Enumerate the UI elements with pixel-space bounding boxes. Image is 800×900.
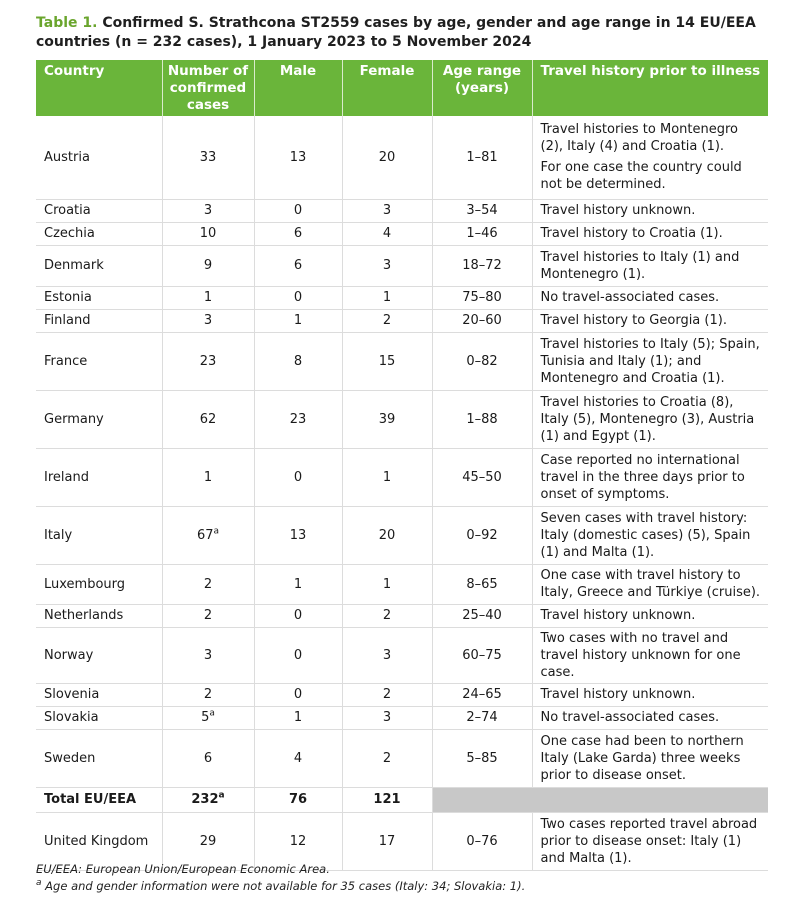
table-title: Confirmed S. Strathcona ST2559 cases by age, gender and age range in 14 EU/EEA countries (n = 232 cases), 1 January 2023 to 5 November 2024 [36, 15, 756, 50]
country-cell: Croatia [36, 199, 162, 222]
footnote-marker: a [213, 526, 220, 537]
country-cell: Luxembourg [36, 564, 162, 604]
country-cell: Sweden [36, 729, 162, 787]
age-range-cell: 5–85 [432, 729, 532, 787]
travel-history-text: No travel-associated cases. [540, 290, 720, 305]
table-row [36, 199, 768, 222]
country-cell: France [36, 332, 162, 390]
male-cell: 12 [254, 812, 342, 870]
footnote-a [36, 879, 776, 893]
travel-history-cell [532, 332, 768, 390]
travel-history-cell [532, 683, 768, 706]
age-range-cell: 75–80 [432, 286, 532, 309]
travel-history-text: No travel-associated cases. [540, 710, 720, 725]
header-age-range: Age range (years) [432, 60, 532, 116]
male-cell: 1 [254, 309, 342, 332]
female-cell: 3 [342, 706, 432, 729]
footnote-a-text: Age and gender information were not available for 35 cases (Italy: 34; Slovakia: 1). [41, 879, 526, 893]
country-cell: Finland [36, 309, 162, 332]
cases-cell [162, 627, 254, 683]
country-cell: Slovakia [36, 706, 162, 729]
female-cell: 17 [342, 812, 432, 870]
travel-history-cell [532, 309, 768, 332]
cases-cell [162, 390, 254, 448]
cases-cell [162, 199, 254, 222]
travel-history-cell [532, 564, 768, 604]
country-cell: Netherlands [36, 604, 162, 627]
female-cell: 1 [342, 448, 432, 506]
cases-cell [162, 683, 254, 706]
cases-cell [162, 332, 254, 390]
age-range-cell: 0–92 [432, 506, 532, 564]
cases-value: 1 [203, 469, 213, 485]
cases-table [36, 60, 768, 871]
table-row [36, 116, 768, 199]
age-range-cell: 2–74 [432, 706, 532, 729]
age-range-cell: 1–88 [432, 390, 532, 448]
header-travel-history: Travel history prior to illness [532, 60, 768, 116]
cases-cell [162, 604, 254, 627]
female-cell: 15 [342, 332, 432, 390]
age-range-cell: 24–65 [432, 683, 532, 706]
travel-history-text: One case had been to northern Italy (Lake Garda) three weeks prior to disease onset. [540, 733, 744, 783]
travel-history-text: Travel history unknown. [540, 687, 696, 702]
travel-history-text: Case reported no international travel in the three days prior to onset of symptoms. [540, 452, 745, 502]
female-cell: 2 [342, 729, 432, 787]
cases-cell [162, 286, 254, 309]
travel-history-text: Travel history to Georgia (1). [540, 313, 727, 328]
age-range-cell: 0–82 [432, 332, 532, 390]
cases-value: 2 [203, 576, 213, 592]
cases-value: 5 [201, 710, 210, 725]
travel-history-cell [532, 627, 768, 683]
travel-history-text: Travel history unknown. [540, 608, 696, 623]
cases-cell [162, 729, 254, 787]
table-body [36, 116, 768, 870]
table-row [36, 706, 768, 729]
header-country: Country [36, 60, 162, 116]
country-cell: Denmark [36, 245, 162, 286]
male-cell: 0 [254, 286, 342, 309]
female-cell: 3 [342, 627, 432, 683]
table-row [36, 448, 768, 506]
female-cell: 3 [342, 245, 432, 286]
male-cell: 0 [254, 448, 342, 506]
female-cell: 1 [342, 564, 432, 604]
female-cell: 1 [342, 286, 432, 309]
age-range-cell: 45–50 [432, 448, 532, 506]
travel-history-cell [532, 116, 768, 199]
female-cell: 20 [342, 116, 432, 199]
age-range-cell: 8–65 [432, 564, 532, 604]
cases-value: 29 [199, 833, 217, 849]
country-cell: Czechia [36, 222, 162, 245]
table-row [36, 286, 768, 309]
travel-history-cell [532, 729, 768, 787]
male-cell: 13 [254, 506, 342, 564]
cases-value: 9 [203, 258, 213, 273]
table-row [36, 309, 768, 332]
travel-history-cell: Two cases reported travel abroad prior to disease onset: Italy (1) and Malta (1). [532, 812, 768, 870]
country-cell: Norway [36, 627, 162, 683]
travel-history-cell [532, 222, 768, 245]
travel-history-cell [532, 390, 768, 448]
cases-value: 3 [203, 647, 213, 663]
footnote-marker: a [218, 790, 225, 801]
total-row [36, 787, 768, 812]
age-range-cell: 0–76 [432, 812, 532, 870]
male-cell: 8 [254, 332, 342, 390]
travel-history-cell [532, 706, 768, 729]
male-cell: 6 [254, 245, 342, 286]
female-cell: 3 [342, 199, 432, 222]
table-row [36, 564, 768, 604]
total-label: Total EU/EEA [36, 787, 162, 812]
table-row [36, 222, 768, 245]
cases-value: 33 [199, 149, 217, 165]
header-male: Male [254, 60, 342, 116]
male-cell: 0 [254, 604, 342, 627]
table-caption [36, 14, 776, 52]
male-cell: 13 [254, 116, 342, 199]
cases-value: 2 [203, 687, 213, 702]
table-row [36, 332, 768, 390]
table-row [36, 604, 768, 627]
travel-history-text: Travel histories to Montenegro (2), Italy (4) and Croatia (1). [540, 122, 739, 155]
age-range-cell: 3–54 [432, 199, 532, 222]
country-cell: Germany [36, 390, 162, 448]
travel-history-cell [532, 245, 768, 286]
cases-cell [162, 222, 254, 245]
travel-history-text: Two cases with no travel and travel history unknown for one case. [540, 630, 741, 680]
male-cell: 6 [254, 222, 342, 245]
cases-cell [162, 706, 254, 729]
country-cell: Italy [36, 506, 162, 564]
country-cell: Ireland [36, 448, 162, 506]
travel-history-text: Travel history unknown. [540, 203, 696, 218]
total-empty-cell [432, 787, 768, 812]
travel-history-cell [532, 286, 768, 309]
travel-history-text: Seven cases with travel history: Italy (domestic cases) (5), Spain (1) and Malta (1). [540, 510, 751, 560]
footnote-a-mark: a [36, 878, 42, 889]
table-row [36, 506, 768, 564]
male-cell: 1 [254, 706, 342, 729]
table-row [36, 245, 768, 286]
age-range-cell: 20–60 [432, 309, 532, 332]
male-cell: 0 [254, 199, 342, 222]
female-cell: 20 [342, 506, 432, 564]
cases-value: 67 [196, 527, 214, 543]
country-cell: United Kingdom [36, 812, 162, 870]
travel-history-cell [532, 199, 768, 222]
footnote-abbreviation: EU/EEA: European Union/European Economic Area. [36, 862, 330, 876]
table-row [36, 683, 768, 706]
cases-value: 10 [199, 226, 217, 241]
travel-history-text: Travel histories to Italy (1) and Montenegro (1). [540, 249, 740, 282]
cases-cell [162, 309, 254, 332]
male-cell: 0 [254, 683, 342, 706]
travel-history-text: Travel histories to Croatia (8), Italy (5), Montenegro (3), Austria (1) and Egypt (1). [540, 394, 755, 444]
age-range-cell: 1–81 [432, 116, 532, 199]
cases-cell [162, 506, 254, 564]
table-row [36, 390, 768, 448]
travel-history-cell [532, 506, 768, 564]
female-cell: 39 [342, 390, 432, 448]
travel-history-text: One case with travel history to Italy, Greece and Türkiye (cruise). [540, 568, 761, 600]
country-cell: Austria [36, 116, 162, 199]
cases-value: 23 [199, 353, 217, 369]
table-row [36, 729, 768, 787]
travel-history-cell [532, 448, 768, 506]
footnote-marker: a [209, 708, 215, 719]
male-cell: 1 [254, 564, 342, 604]
female-cell: 2 [342, 683, 432, 706]
female-cell: 2 [342, 604, 432, 627]
male-cell: 23 [254, 390, 342, 448]
travel-history-text: Travel history to Croatia (1). [540, 226, 723, 241]
female-cell: 2 [342, 309, 432, 332]
header-female: Female [342, 60, 432, 116]
cases-cell [162, 448, 254, 506]
table-label: Table 1. [36, 15, 98, 31]
cases-value: 6 [203, 750, 213, 766]
age-range-cell: 25–40 [432, 604, 532, 627]
cases-cell [162, 564, 254, 604]
male-cell: 0 [254, 627, 342, 683]
cases-cell [162, 787, 254, 812]
country-cell: Estonia [36, 286, 162, 309]
total-male: 76 [254, 787, 342, 812]
cases-value: 1 [203, 290, 213, 305]
cases-cell [162, 116, 254, 199]
cases-value: 232 [191, 792, 219, 807]
cases-cell [162, 245, 254, 286]
cases-value: 3 [203, 313, 213, 328]
travel-history-text: For one case the country could not be determined. [540, 160, 742, 193]
header-cases: Number of confirmed cases [162, 60, 254, 116]
cases-value: 3 [203, 203, 213, 218]
age-range-cell: 60–75 [432, 627, 532, 683]
total-female: 121 [342, 787, 432, 812]
age-range-cell: 18–72 [432, 245, 532, 286]
cases-value: 62 [199, 411, 217, 427]
country-cell: Slovenia [36, 683, 162, 706]
cases-value: 2 [203, 608, 213, 623]
age-range-cell: 1–46 [432, 222, 532, 245]
table-row [36, 627, 768, 683]
travel-history-cell [532, 604, 768, 627]
travel-history-text: Travel histories to Italy (5); Spain, Tunisia and Italy (1); and Montenegro and Croatia (1). [540, 336, 760, 386]
female-cell: 4 [342, 222, 432, 245]
table-header [36, 60, 768, 116]
male-cell: 4 [254, 729, 342, 787]
